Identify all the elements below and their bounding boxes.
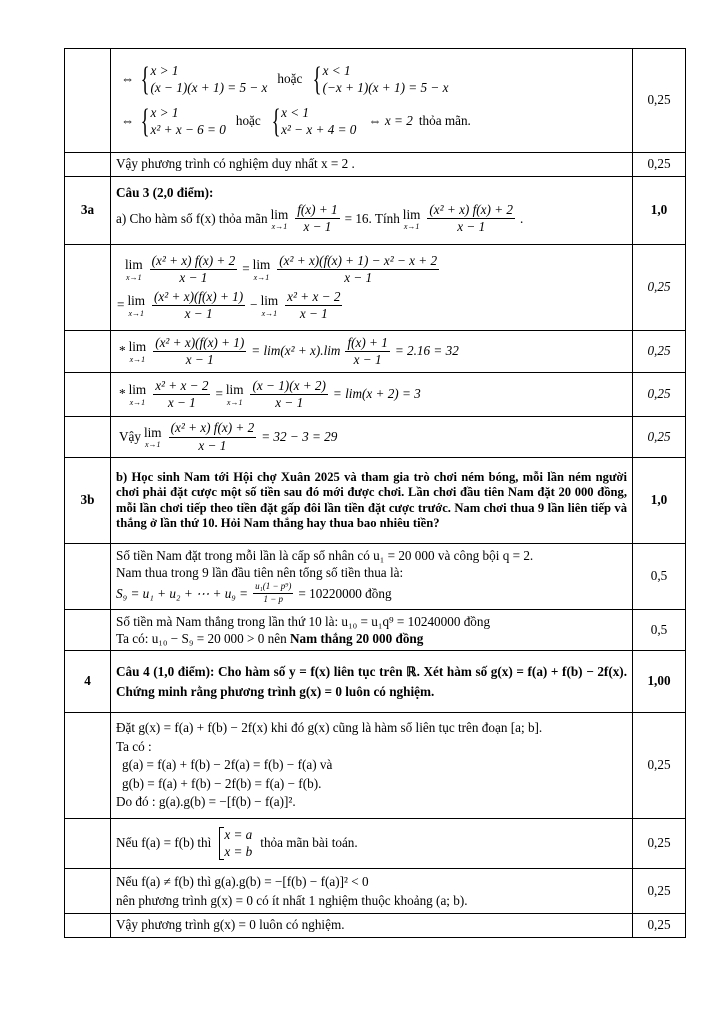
conclusion-text: Vậy phương trình có nghiệm duy nhất x = 2 .: [111, 153, 633, 177]
points-cell: 0,5: [633, 544, 686, 610]
points-cell: 0,25: [633, 869, 686, 914]
question-text: b) Học sinh Nam tới Hội chợ Xuân 2025 và tham gia trò chơi ném bóng, mỗi lần ném người chơi phải đặt cược một số tiền sau đó mới được chơi. Lần chơi đầu tiên Nam đặt 20 000 đồng, mỗi lần chơi tiếp theo tiền đặt gấp đôi lần tiền đặt cược trước. Nam chơi thua 9 lần liên tiếp và thắng ở lần thứ 10. Hỏi Nam thắng hay thua bao nhiêu tiền?: [111, 458, 633, 544]
system-1a: { x > 1 (x − 1)(x + 1) = 5 − x: [140, 60, 268, 98]
question-label: 3b: [65, 458, 111, 544]
points-cell: 0,25: [633, 914, 686, 938]
step-1: lim x→1 $\frac{\text{(x² + x) f(x) + 2}}{x - 1}$ = lim x→1 $\frac{\text{(x² + x)(f(x) + 1) − x² − x + 2}}{x - 1}$ = lim x→1 $\frac{\text{(x² + x)(f(x) + 1)}}{x - 1}$ − lim x→1 $\frac{\text{x² + x − 2}}{x - 1}$: [111, 245, 633, 331]
content-cell: ⇔ { x > 1 (x − 1)(x + 1) = 5 − x hoặc { x < 1 (−x + 1)(x + 1) = 5 − x ⇔ { x > 1 x² + x − 6 = 0 hoặc { x < 1 x² − x + 4 = 0 ⇔ x = 2 thỏa mãn.: [111, 49, 633, 153]
table-row: [65, 331, 686, 373]
table-row: [65, 245, 686, 331]
table-row: [65, 153, 686, 177]
table-row: [65, 869, 686, 914]
step-4: Vậy lim x→1 $\frac{\text{(x² + x) f(x) + 2}}{x - 1}$ = 32 − 3 = 29: [111, 417, 633, 458]
table-row: [65, 819, 686, 869]
points-cell: 1,0: [633, 177, 686, 245]
solution-table: [64, 48, 686, 938]
case-bracket: x = a x = b: [219, 827, 252, 860]
table-row: [65, 914, 686, 938]
question-cell: Câu 3 (2,0 điểm): a) Cho hàm số f(x) thỏa mãn lim x→1 $\frac{f(x) + 1}{x - 1}$ = 16. Tính lim x→1 $\frac{\text{(x² + x) f(x) + 2}}{x - 1}$ .: [111, 177, 633, 245]
table-row: [65, 458, 686, 544]
points-cell: 0,25: [633, 417, 686, 458]
table-row: [65, 609, 686, 650]
points-cell: 0,25: [633, 819, 686, 869]
table-row: [65, 49, 686, 153]
step-c1: Đặt g(x) = f(a) + f(b) − 2f(x) khi đó g(x) cũng là hàm số liên tục trên đoạn [a; b]. Ta có : g(a) = f(a) + f(b) − 2f(a) = f(b) − f(a) và g(b) = f(a) + f(b) − 2f(b) = f(a) − f(b). Do đó : g(a).g(b) = −[f(b) − f(a)]².: [111, 713, 633, 819]
step-c2: Nếu f(a) = f(b) thì x = a x = b thỏa mãn bài toán.: [111, 819, 633, 869]
points-cell: 0,25: [633, 331, 686, 373]
table-row: [65, 373, 686, 417]
question-label: 4: [65, 651, 111, 713]
points-cell: 0,25: [633, 153, 686, 177]
table-row: [65, 713, 686, 819]
system-2a: { x > 1 x² + x − 6 = 0: [140, 102, 226, 140]
points-cell: 0,25: [633, 713, 686, 819]
step-c3: Nếu f(a) ≠ f(b) thì g(a).g(b) = −[f(b) − f(a)]² < 0 nên phương trình g(x) = 0 có ít nhất 1 nghiệm thuộc khoảng (a; b).: [111, 869, 633, 914]
question-text: Câu 4 (1,0 điểm): Cho hàm số y = f(x) liên tục trên ℝ. Xét hàm số g(x) = f(a) + f(b) − 2f(x). Chứng minh rằng phương trình g(x) = 0 luôn có nghiệm.: [111, 651, 633, 713]
points-cell: 0,25: [633, 245, 686, 331]
points-cell: 0,25: [633, 373, 686, 417]
points-cell: 1,00: [633, 651, 686, 713]
step-b1: Số tiền Nam đặt trong mỗi lần là cấp số nhân có u₁ = 20 000 và công bội q = 2. Nam thua trong 9 lần đầu tiên nên tổng số tiền thua là: S₉ = u₁ + u₂ + ⋯ + u₉ = $\frac{\text{u₁(1 − p⁹)}}{1 - p}$ = 10220000 đồng: [111, 544, 633, 610]
final-conclusion: Vậy phương trình g(x) = 0 luôn có nghiệm.: [111, 914, 633, 938]
label-cell: [65, 49, 111, 153]
step-2: * lim x→1 $\frac{\text{(x² + x)(f(x) + 1)}}{x - 1}$ = lim(x² + x).lim $\frac{f(x) + 1}{x - 1}$ = 2.16 = 32: [111, 331, 633, 373]
points-cell: 1,0: [633, 458, 686, 544]
table-row: [65, 177, 686, 245]
system-2b: { x < 1 x² − x + 4 = 0: [271, 102, 357, 140]
table-row: [65, 544, 686, 610]
result: ⇔ x = 2: [368, 113, 413, 129]
table-row: [65, 417, 686, 458]
table-row: [65, 651, 686, 713]
points-cell: 0,5: [633, 609, 686, 650]
step-3: * lim x→1 $\frac{\text{x² + x − 2}}{x - 1}$ = lim x→1 $\frac{(x - 1)(x + 2)}{x - 1}$ = lim(x + 2) = 3: [111, 373, 633, 417]
question-label: 3a: [65, 177, 111, 245]
question-title: Câu 3 (2,0 điểm):: [116, 185, 214, 201]
step-b2: Số tiền mà Nam thắng trong lần thứ 10 là: u₁₀ = u₁q⁹ = 10240000 đồng Ta có: u₁₀ − S₉ = 20 000 > 0 nên Nam thắng 20 000 đồng: [111, 609, 633, 650]
system-1b: { x < 1 (−x + 1)(x + 1) = 5 − x: [312, 60, 449, 98]
points-cell: 0,25: [633, 49, 686, 153]
